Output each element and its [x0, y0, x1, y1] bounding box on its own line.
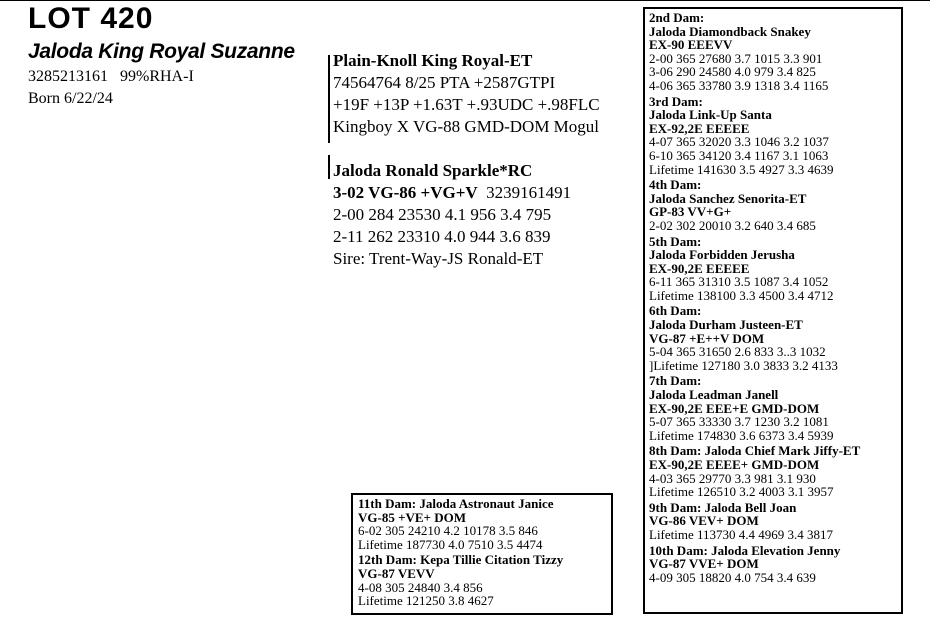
dam-name: Jaloda Ronald Sparkle*RC	[333, 161, 533, 180]
dam-generation-record: 4-06 365 33780 3.9 1318 3.4 1165	[649, 77, 829, 93]
dam-generation-name: Jaloda Durham Justeen-ET	[649, 317, 803, 333]
dam-generation-record: Lifetime 138100 3.3 4500 3.4 4712	[649, 287, 834, 303]
dam-id: 3239161491	[486, 183, 572, 202]
dam-generation	[649, 444, 901, 498]
dam-generation-classification: VG-87 VEVV	[358, 565, 435, 581]
dam-generation-record: ]Lifetime 127180 3.0 3833 3.2 4133	[649, 357, 838, 373]
dam-generation-label: 9th Dam: Jaloda Bell Joan	[649, 499, 797, 515]
dam-generation-record: Lifetime 113730 4.4 4969 3.4 3817	[649, 526, 834, 542]
dam-generation-record: 5-07 365 33330 3.7 1230 3.2 1081	[649, 414, 829, 430]
dam-generation-label: 5th Dam:	[649, 233, 702, 249]
sire-line-3: Kingboy X VG-88 GMD-DOM Mogul	[333, 117, 600, 136]
dam-generation-classification: EX-92,2E EEEEE	[649, 120, 750, 136]
dam-generation-name: Jaloda Forbidden Jerusha	[649, 247, 795, 263]
dam-generation-label: 12th Dam: Kepa Tillie Citation Tizzy	[358, 552, 564, 568]
dam-generation-label: 2nd Dam:	[649, 10, 705, 25]
dam-generation	[649, 374, 901, 442]
dam-generation-classification: EX-90 EEEVV	[649, 37, 733, 53]
dam-generation-record: 3-06 290 24580 4.0 979 3.4 825	[649, 64, 816, 80]
dam-generation-classification: VG-85 +VE+ DOM	[358, 509, 466, 525]
dam-generation-record: 5-04 365 31650 2.6 833 3..3 1032	[649, 344, 826, 360]
dam-generation-label: 7th Dam:	[649, 373, 702, 389]
dam-generation-name: Jaloda Diamondback Snakey	[649, 23, 811, 39]
dam-generation-record: 6-11 365 31310 3.5 1087 3.4 1052	[649, 274, 829, 290]
dam-generation	[649, 178, 901, 232]
sire-line-2: +19F +13P +1.63T +.93UDC +.98FLC	[333, 95, 600, 114]
dam-score: 3-02 VG-86 +VG+V	[333, 183, 478, 202]
dam-generation	[649, 95, 901, 177]
dam-generation-record: 6-10 365 34120 3.4 1167 3.1 1063	[649, 147, 829, 163]
dam-generation-label: 4th Dam:	[649, 177, 702, 193]
dam-generation-record: 4-09 305 18820 4.0 754 3.4 639	[649, 569, 816, 585]
dam-generation-classification: EX-90,2E EEEE+ GMD-DOM	[649, 457, 820, 472]
dam-generation-label: 11th Dam: Jaloda Astronaut Janice	[358, 496, 554, 511]
dam-sire: Sire: Trent-Way-JS Ronald-ET	[333, 249, 544, 268]
animal-name: Jaloda King Royal Suzanne	[28, 40, 295, 63]
dam-generation	[649, 11, 901, 93]
dam-score-line	[333, 182, 633, 204]
dam-generation-label: 10th Dam: Jaloda Elevation Jenny	[649, 542, 841, 558]
dam-generation	[358, 497, 611, 551]
dam-generation-label: 8th Dam: Jaloda Chief Mark Jiffy-ET	[649, 443, 861, 459]
dam-generation-classification: VG-87 VVE+ DOM	[649, 556, 759, 572]
dam-generation	[358, 553, 611, 607]
sire-name: Plain-Knoll King Royal-ET	[333, 51, 533, 70]
dam-generation-record: 2-02 302 20010 3.2 640 3.4 685	[649, 217, 816, 233]
dam-generation-record: 4-03 365 29770 3.3 981 3.1 930	[649, 470, 816, 486]
dam-generation	[649, 235, 901, 303]
dam-generation	[649, 304, 901, 372]
dam-generation-record: 4-07 365 32020 3.3 1046 3.2 1037	[649, 134, 829, 150]
lot-number: LOT 420	[28, 2, 154, 35]
dam-generation-classification: VG-86 VEV+ DOM	[649, 513, 759, 529]
animal-birthdate: Born 6/22/24	[28, 90, 113, 107]
sire-line-1: 74564764 8/25 PTA +2587GTPI	[333, 73, 556, 92]
top-rule	[0, 0, 930, 1]
dam-record-1: 2-00 284 23530 4.1 956 3.4 795	[333, 205, 552, 224]
dam-generation-record: 6-02 305 24210 4.2 10178 3.5 846	[358, 523, 538, 539]
dam-generation-classification: VG-87 +E++V DOM	[649, 330, 765, 346]
dam-generation-record: 4-08 305 24840 3.4 856	[358, 579, 483, 595]
dam-section	[333, 160, 633, 270]
dam-bracket	[328, 155, 330, 179]
animal-registration: 3285213161 99%RHA-I	[28, 68, 194, 85]
dam-generation-record: Lifetime 187730 4.0 7510 3.5 4474	[358, 536, 543, 552]
dam-generation-classification: GP-83 VV+G+	[649, 204, 732, 220]
dam-generation-record: 2-00 365 27680 3.7 1015 3.3 901	[649, 50, 823, 66]
sire-bracket	[328, 55, 330, 143]
dam-generation	[649, 501, 901, 542]
dam-generation-name: Jaloda Link-Up Santa	[649, 107, 772, 123]
dam-generation-record: Lifetime 121250 3.8 4627	[358, 593, 494, 609]
dam-generation-name: Jaloda Sanchez Senorita-ET	[649, 190, 807, 206]
dam-generation-name: Jaloda Leadman Janell	[649, 387, 779, 403]
dam-generation-record: Lifetime 126510 3.2 4003 3.1 3957	[649, 484, 834, 500]
dam-generation-classification: EX-90,2E EEEEE	[649, 260, 750, 276]
maternal-pedigree-box	[643, 7, 903, 614]
sire-section	[333, 50, 633, 138]
dam-generation-classification: EX-90,2E EEE+E GMD-DOM	[649, 400, 820, 416]
dam-generation-label: 6th Dam:	[649, 303, 702, 319]
dam-generation-label: 3rd Dam:	[649, 93, 703, 109]
dam-generation-record: Lifetime 174830 3.6 6373 3.4 5939	[649, 427, 834, 443]
dam-record-2: 2-11 262 23310 4.0 944 3.6 839	[333, 227, 551, 246]
maternal-pedigree-box-2	[351, 493, 613, 615]
dam-generation-record: Lifetime 141630 3.5 4927 3.3 4639	[649, 161, 834, 177]
dam-generation	[649, 544, 901, 585]
